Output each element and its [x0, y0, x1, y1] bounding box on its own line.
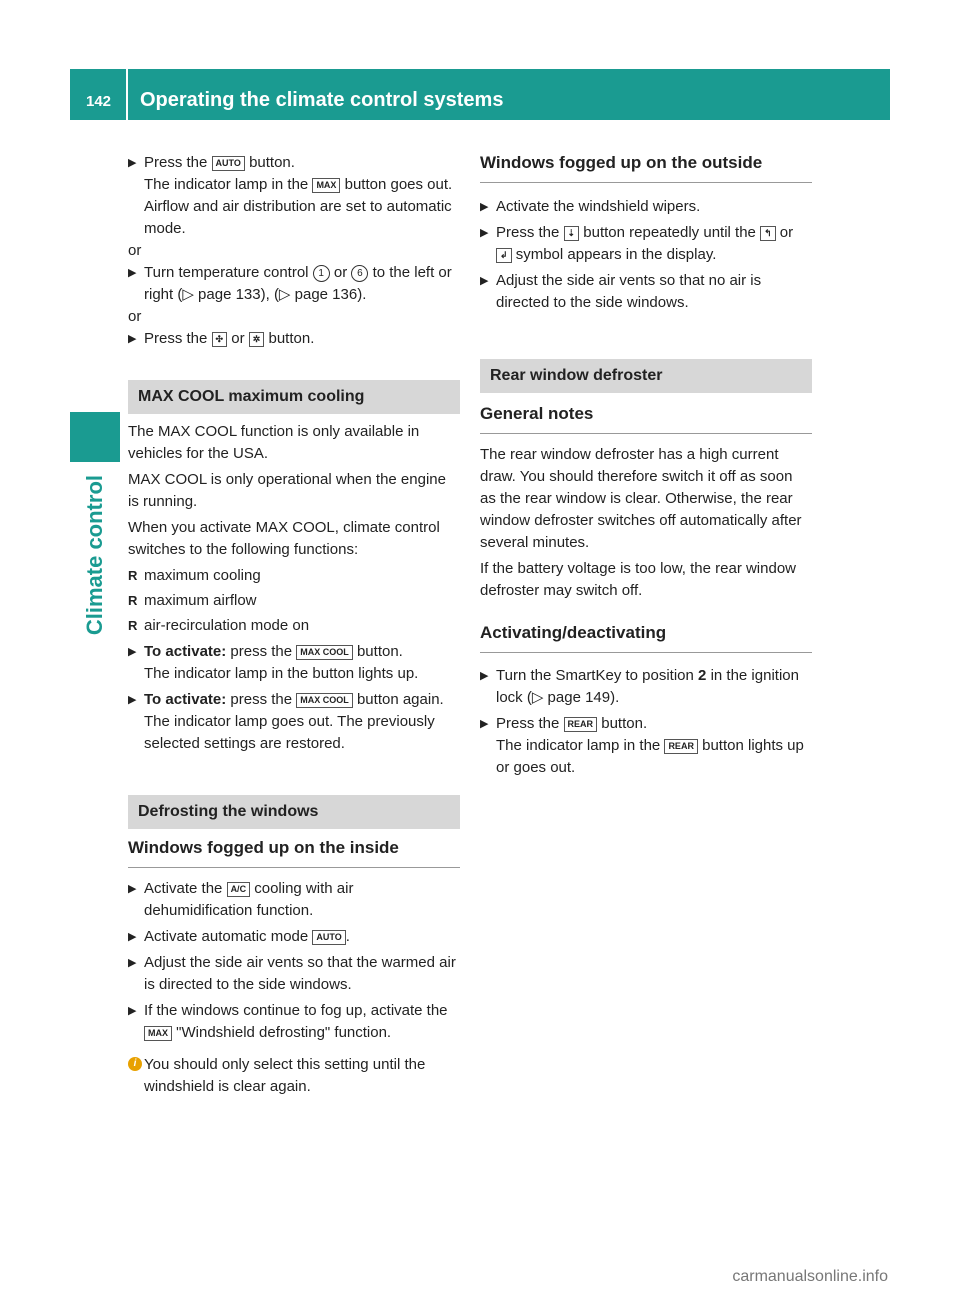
step-text: or [333, 264, 348, 281]
step-arrow-icon: ▶ [128, 694, 137, 706]
control-6-icon: 6 [351, 265, 368, 282]
step-text: or [231, 330, 245, 347]
side-tab-label: Climate control [82, 475, 107, 636]
control-1-icon: 1 [313, 265, 330, 282]
rear-defroster-button-icon: REAR [664, 739, 698, 754]
step-wipers: ▶ Activate the windshield wipers. [480, 196, 812, 218]
max-defrost-button-icon: MAX [312, 178, 340, 193]
step-arrow-icon: ▶ [480, 670, 489, 682]
max-cool-button-icon: MAX COOL [296, 645, 353, 660]
step-arrow-icon: ▶ [128, 157, 137, 169]
step-arrow-icon: ▶ [128, 1005, 137, 1017]
step-smartkey: ▶ Turn the SmartKey to position 2 in the ignition lock (▷ page 149). [480, 667, 799, 706]
step-automatic-mode: ▶ Activate automatic mode AUTO . [128, 926, 460, 948]
subheading-activating: Activating/deactivating [480, 622, 812, 653]
step-press-fan [128, 328, 460, 350]
bullet-icon: R [128, 618, 138, 633]
step-text: to the left or right (▷ page 133), (▷ page 136). [144, 264, 452, 303]
step-adjust-side-vents: ▶ Adjust the side air vents so that no air is directed to the side windows. [480, 272, 762, 311]
step-arrow-icon: ▶ [480, 718, 489, 730]
subheading-inside: Windows fogged up on the inside [128, 837, 460, 868]
or-text: or [128, 308, 142, 325]
step-arrow-icon: ▶ [480, 227, 489, 239]
step-text: button. [268, 330, 315, 347]
header-divider [126, 69, 128, 120]
step-arrow-icon: ▶ [128, 267, 137, 279]
max-defrost-button-icon: MAX [144, 1026, 172, 1041]
side-tab-label-wrap [70, 475, 120, 795]
bullet-item: R maximum cooling [128, 565, 460, 587]
step-press-auto [128, 152, 460, 240]
section-heading-defrosting: Defrosting the windows [128, 795, 460, 829]
step-arrow-icon: ▶ [480, 201, 489, 213]
step-arrow-icon: ▶ [480, 275, 489, 287]
fan-down-button-icon: ✲ [249, 332, 265, 347]
subheading-outside: Windows fogged up on the outside [480, 152, 812, 183]
paragraph: If the battery voltage is too low, the rear window defroster may switch off. [480, 560, 797, 599]
step-text: Press the [144, 154, 208, 171]
step-arrow-icon: ▶ [128, 883, 137, 895]
step-windshield-defrosting: ▶ If the windows continue to fog up, activate the MAX "Windshield defrosting" function. [128, 1002, 448, 1041]
bullet-item: R air-recirculation mode on [128, 615, 460, 637]
ac-button-icon: A/C [227, 882, 251, 897]
step-label: To activate: [144, 691, 227, 708]
section-heading-max-cool: MAX COOL maximum cooling [128, 380, 460, 414]
step-turn-temperature [128, 262, 460, 306]
paragraph: The rear window defroster has a high current draw. You should therefore switch it off as soon as the rear window is clear. Otherwise, the rear window defroster switches off automatically after several minutes. [480, 446, 802, 551]
or-text: or [128, 242, 142, 259]
side-tab-marker [70, 412, 120, 462]
paragraph: MAX COOL is only operational when the engine is running. [128, 471, 446, 510]
step-activate-ac: ▶ Activate the A/C cooling with air dehumidification function. [128, 880, 354, 919]
page-title: Operating the climate control systems [140, 89, 504, 111]
bullet-icon: R [128, 593, 138, 608]
paragraph: When you activate MAX COOL, climate control switches to the following functions: [128, 519, 440, 558]
step-deactivate-max-cool: ▶ To activate: press the MAX COOL button again. The indicator lamp goes out. The previously selected settings are restored. [128, 691, 444, 752]
max-cool-button-icon: MAX COOL [296, 693, 353, 708]
step-activate-max-cool: ▶ To activate: press the MAX COOL button. The indicator lamp in the button lights up. [128, 643, 419, 682]
step-text: Press the [144, 330, 208, 347]
page-header [70, 69, 890, 120]
step-adjust-vents: ▶ Adjust the side air vents so that the warmed air is directed to the side windows. [128, 954, 456, 993]
step-text: Turn temperature control [144, 264, 309, 281]
step-air-distribution: ▶ Press the ⇣ button repeatedly until the ↰ or ↲ symbol appears in the display. [480, 224, 794, 263]
left-column [128, 152, 460, 1098]
fan-up-button-icon: ✣ [212, 332, 228, 347]
watermark: carmanualsonline.info [732, 1268, 888, 1285]
section-heading-rear-defroster: Rear window defroster [480, 359, 812, 393]
page-number: 142 [86, 93, 112, 110]
info-icon: i [128, 1057, 142, 1071]
auto-button-icon: AUTO [312, 930, 345, 945]
air-flow-icon: ↰ [760, 226, 776, 241]
air-flow-icon: ↲ [496, 248, 512, 263]
step-text: button. [249, 154, 295, 171]
info-note: i You should only select this setting until the windshield is clear again. [128, 1054, 460, 1098]
step-arrow-icon: ▶ [128, 931, 137, 943]
bullet-item: R maximum airflow [128, 590, 460, 612]
right-column [480, 152, 812, 779]
step-press-rear: ▶ Press the REAR button. The indicator lamp in the REAR button lights up or goes out. [480, 715, 804, 776]
air-distribution-button-icon: ⇣ [564, 226, 580, 241]
auto-button-icon: AUTO [212, 156, 245, 171]
step-text: button goes out. Airflow and air distribution are set to automatic mode. [144, 176, 453, 237]
step-arrow-icon: ▶ [128, 957, 137, 969]
rear-defroster-button-icon: REAR [564, 717, 598, 732]
step-text: The indicator lamp in the [144, 176, 309, 193]
step-arrow-icon: ▶ [128, 646, 137, 658]
subheading-general-notes: General notes [480, 403, 812, 434]
section-side-tab [70, 135, 120, 1135]
step-arrow-icon: ▶ [128, 333, 137, 345]
step-label: To activate: [144, 643, 227, 660]
paragraph: The MAX COOL function is only available in vehicles for the USA. [128, 423, 420, 462]
bullet-icon: R [128, 568, 138, 583]
